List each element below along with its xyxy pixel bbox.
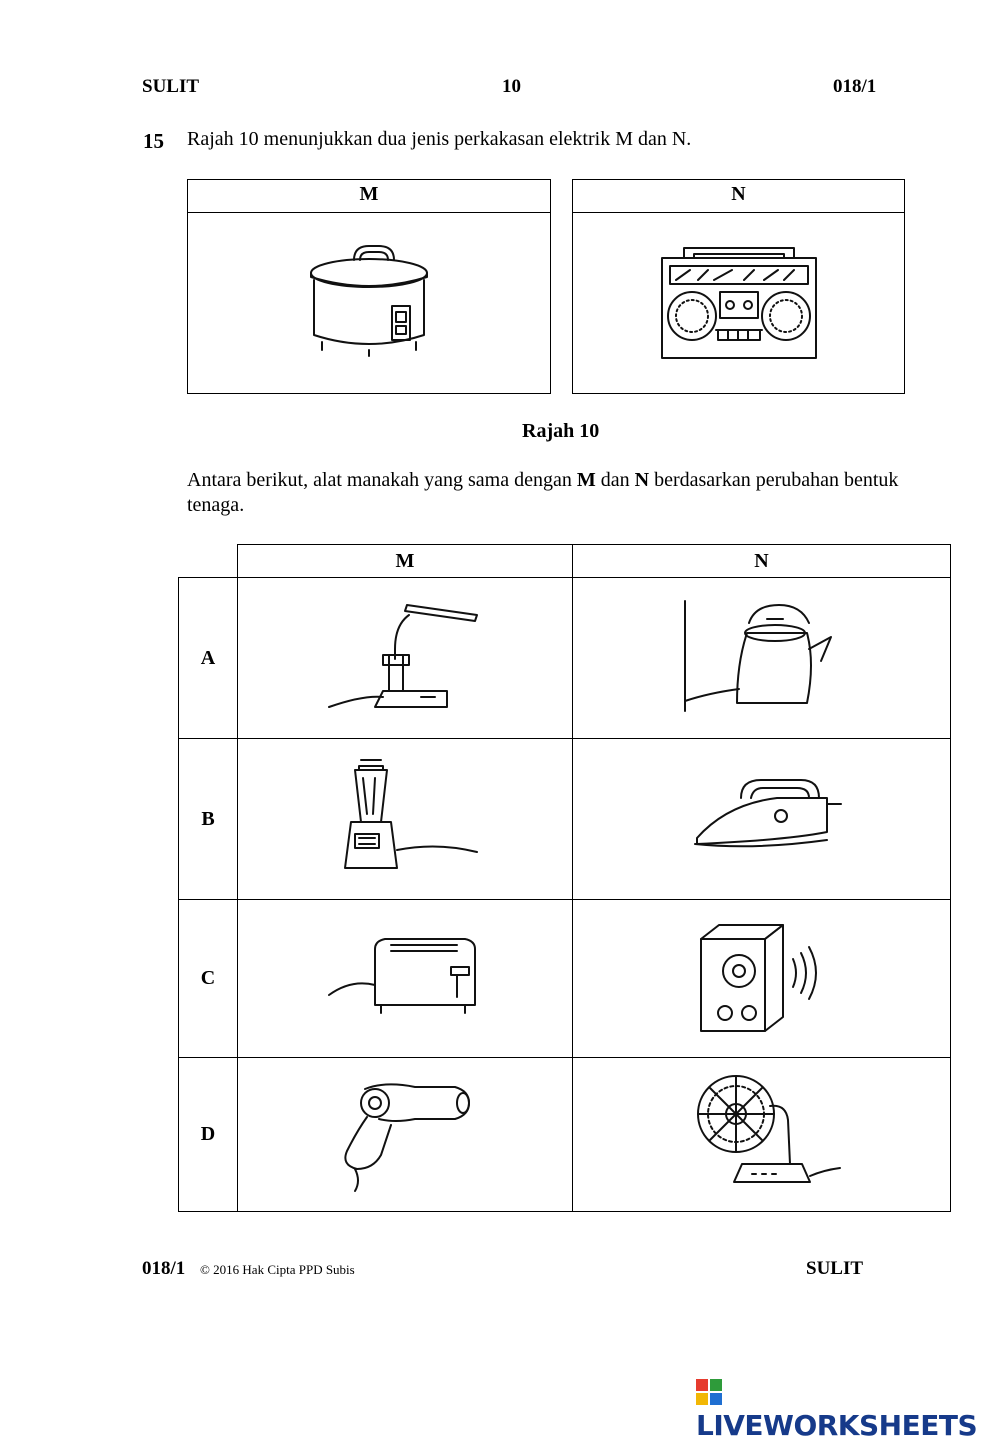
- question-prompt: [187, 468, 927, 518]
- page-number: 10: [502, 76, 521, 97]
- option-row-a[interactable]: [179, 578, 951, 739]
- liveworksheets-logo-icon: [696, 1379, 722, 1405]
- question-number: 15: [143, 129, 164, 153]
- rice-cooker-icon: [294, 238, 444, 368]
- option-label-b[interactable]: B: [179, 739, 238, 900]
- diagram-n-label: N: [573, 180, 904, 213]
- electric-iron-icon: [677, 754, 847, 884]
- option-label-c[interactable]: C: [179, 900, 238, 1058]
- diagram-caption: Rajah 10: [522, 420, 600, 442]
- hair-dryer-icon: [325, 1075, 485, 1195]
- diagram-box-n: [572, 179, 905, 394]
- footer-left: [142, 1258, 355, 1280]
- prompt-part3: berdasarkan perubahan bentuk tenaga.: [187, 469, 899, 516]
- options-table: [178, 544, 951, 1212]
- radio-cassette-icon: [654, 238, 824, 368]
- diagram-m-label: M: [188, 180, 550, 213]
- footer-code: 018/1: [142, 1258, 186, 1279]
- prompt-m: M: [576, 469, 596, 491]
- diagram-box-m: [187, 179, 551, 394]
- electric-fan-icon: [682, 1070, 842, 1200]
- table-corner: [179, 545, 238, 578]
- header-code: 018/1: [833, 76, 877, 97]
- option-row-c[interactable]: [179, 900, 951, 1058]
- footer-copyright: © 2016 Hak Cipta PPD Subis: [200, 1262, 355, 1277]
- speaker-icon: [687, 919, 837, 1039]
- prompt-n: N: [634, 469, 650, 491]
- column-header-m: M: [238, 545, 573, 578]
- option-row-d[interactable]: [179, 1058, 951, 1212]
- blender-icon: [325, 754, 485, 884]
- option-row-b[interactable]: [179, 739, 951, 900]
- electric-kettle-icon: [677, 593, 847, 723]
- option-label-a[interactable]: A: [179, 578, 238, 739]
- prompt-part2: dan: [595, 469, 635, 491]
- header-sulit: SULIT: [142, 76, 200, 97]
- footer-sulit: SULIT: [806, 1258, 864, 1279]
- liveworksheets-watermark: [696, 1376, 1000, 1442]
- option-label-d[interactable]: D: [179, 1058, 238, 1212]
- column-header-n: N: [573, 545, 951, 578]
- question-text: Rajah 10 menunjukkan dua jenis perkakasan elektrik M dan N.: [187, 128, 692, 150]
- toaster-icon: [325, 919, 485, 1039]
- prompt-part1: Antara berikut, alat manakah yang sama dengan: [187, 469, 577, 491]
- watermark-text: LIVEWORKSHEETS: [696, 1409, 978, 1442]
- desk-lamp-icon: [325, 593, 485, 723]
